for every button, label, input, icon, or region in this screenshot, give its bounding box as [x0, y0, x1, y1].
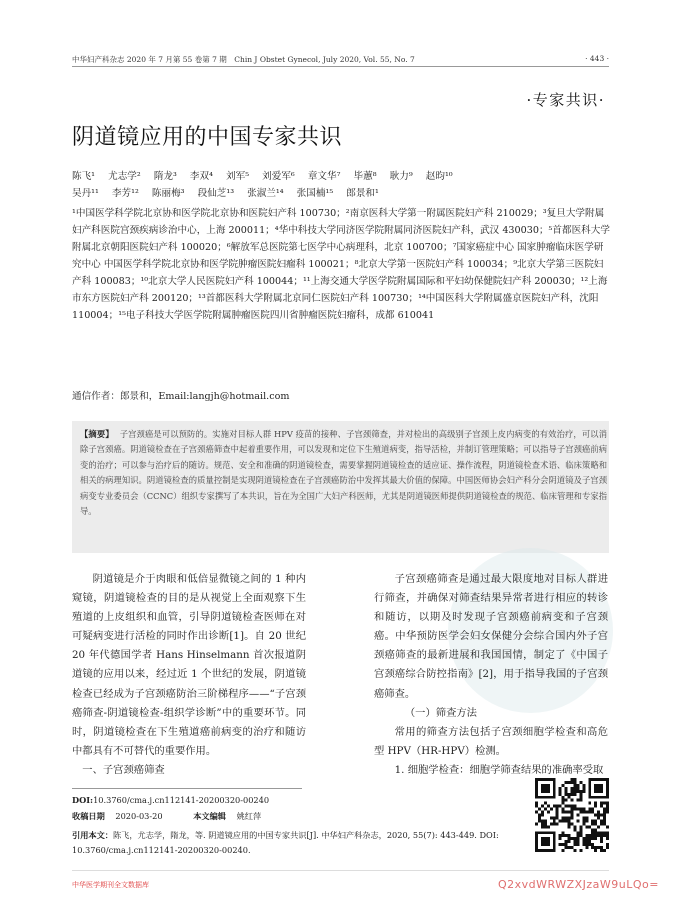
author: 耿力⁹ — [389, 171, 413, 182]
author-list — [72, 168, 612, 202]
meta-rule — [72, 788, 302, 789]
author: 毕蕙⁸ — [353, 171, 377, 182]
doi-label: DOI: — [72, 795, 94, 805]
qr-code[interactable] — [535, 778, 609, 852]
author: 刘军⁵ — [226, 171, 250, 182]
received-line — [72, 811, 261, 822]
article-title: 阴道镜应用的中国专家共识 — [72, 125, 343, 150]
author: 李双⁴ — [189, 171, 213, 182]
author: 段仙芝¹³ — [197, 188, 235, 199]
body-paragraph: 常用的筛查方法包括子宫颈细胞学检查和高危型 HPV（HR-HPV）检测。 — [374, 725, 608, 757]
doi-link[interactable]: 10.3760/cma.j.cn112141-20200320-00240 — [93, 795, 270, 805]
body-paragraph: 子宫颈癌筛查是通过最大限度地对目标人群进行筛查，并确保对筛查结果异常者进行相应的转诊和随访，以期及时发现子宫颈癌前病变和子宫颈癌。中华预防医学会妇女保健分会综合国内外子宫颈癌筛查的最新进展和我国国情，制定了《中国子宫颈癌综合防控指南》[2]，用于指导我国的子宫颈癌筛查。 — [374, 573, 608, 700]
author: 陈飞¹ — [72, 171, 96, 182]
affiliations: ¹中国医学科学院北京协和医学院北京协和医院妇产科 100730；²南京医科大学第一附属医院妇产科 210029；³复旦大学附属妇产科医院宫颈疾病诊治中心，上海 200011；⁴华中科技大学同济医学院附属同济医院妇产科，武汉 430030；⁵首都医科大学附属北京朝阳医院妇产科 100020；⁶解放军总医院第七医学中心病理科，北京 100700；⁷国家癌症中心 国家肿瘤临床医学研究中心 中国医学科学院北京协和医学院肿瘤医院妇瘤科 100021；⁸北京大学第一医院妇产科 100034；⁹北京大学第三医院妇产科 100083；¹⁰北京大学人民医院妇产科 100044；¹¹上海交通大学医学院附属国际和平妇幼保健院妇产科 200030；¹²上海市东方医院妇产科 200120；¹³首都医科大学附属北京同仁医院妇产科 100730；¹⁴中国医科大学附属盛京医院妇产科，沈阳 110004；¹⁵电子科技大学医学院附属肿瘤医院四川省肿瘤医院妇瘤科，成都 610041 — [72, 208, 610, 321]
section-label: ·专家共识· — [526, 91, 605, 109]
doi-line — [72, 795, 269, 805]
author: 隋龙³ — [153, 171, 177, 182]
author: 郎景和¹ — [346, 188, 379, 199]
body-column-left — [72, 570, 306, 780]
correspondence: 通信作者：郎景和，Email:langjh@hotmail.com — [72, 391, 290, 402]
page-number: · 443 · — [585, 54, 609, 63]
editor-name: 姚红萍 — [236, 811, 262, 821]
subsection-heading: （一）筛查方法 — [404, 706, 477, 719]
citation — [72, 828, 512, 858]
received-date: 2020-03-20 — [115, 811, 163, 821]
footer-rule — [72, 870, 609, 871]
author: 尤志学² — [108, 171, 141, 182]
body-column-right — [374, 570, 608, 780]
body-paragraph: 阴道镜是介于肉眼和低倍显微镜之间的 1 种内窥镜，阴道镜检查的目的是从视觉上全面观察下生殖道的上皮组织和血管，引导阴道镜检查医师在对可疑病变进行活检的同时作出诊断[1]。自 20 世纪 20 年代德国学者 Hans Hinselmann 首次报道阴道镜的应用以来，经过近 1 个世纪的发展，阴道镜检查已经成为子宫颈癌防治三阶梯程序——“子宫颈癌筛查-阴道镜检查-组织学诊断”中的重要环节。同时，阴道镜检查在下生殖道癌前病变的治疗和随访中都具有不可替代的重要作用。 — [72, 573, 306, 757]
received-label: 收稿日期 — [72, 811, 105, 821]
author: 李芳¹² — [111, 188, 139, 199]
body-paragraph: 1. 细胞学检查：细胞学筛查结果的准确率受取 — [394, 763, 604, 776]
footer-logo: 中华医学期刊全文数据库 — [72, 881, 149, 889]
author: 陈丽梅³ — [151, 188, 185, 199]
author: 刘爱军⁶ — [262, 171, 295, 182]
header-rule — [72, 66, 609, 67]
journal-header: 中华妇产科杂志 2020 年 7 月第 55 卷第 7 期 Chin J Obstet Gynecol, July 2020, Vol. 55, No. 7 — [72, 55, 415, 64]
author: 章文华⁷ — [307, 171, 341, 182]
section-heading: 一、子宫颈癌筛查 — [82, 763, 165, 776]
author: 吴丹¹¹ — [72, 188, 99, 199]
abstract-paragraph — [72, 427, 607, 519]
abstract-label: 【摘要】 — [80, 429, 114, 439]
author: 张国楠¹⁵ — [296, 188, 334, 199]
author: 赵昀¹⁰ — [425, 171, 453, 182]
cite-label: 引用本文： — [72, 830, 113, 840]
footer-watermark: Q2xvdWRWZXJzaW9uLQo= — [497, 878, 659, 891]
editor-label: 本文编辑 — [193, 811, 226, 821]
cite-text: 陈飞，尤志学，隋龙，等. 阴道镜应用的中国专家共识[J]. 中华妇产科杂志，2020, 55(7): 443-449. DOI: 10.3760/cma.j.cn112141-20200320-00240. — [72, 830, 499, 855]
abstract-text: 子宫颈癌是可以预防的。实施对目标人群 HPV 疫苗的接种、子宫颈筛查，并对检出的高级别子宫颈上皮内病变的有效治疗，可以消除子宫颈癌。阴道镜检查在子宫颈癌筛查中起着重要作用，可以发现和定位下生殖道病变，指导活检，并制订管理策略；可以指导子宫颈癌前病变的治疗；可以参与治疗后的随访。规范、安全和准确的阴道镜检查，需要掌握阴道镜检查的适应证、操作流程，阴道镜检查术语、临床策略和相关的病理知识。阴道镜检查的质量控制是实现阴道镜检查在子宫颈癌防治中发挥其最大价值的保障。中国医师协会妇产科分会阴道镜及子宫颈病变专业委员会（CCNC）组织专家撰写了本共识，旨在为全国广大妇产科医师，尤其是阴道镜医师提供阴道镜检查的规范、临床管理和专家指导。 — [80, 429, 607, 517]
abstract-box — [72, 421, 609, 553]
author: 张淑兰¹⁴ — [247, 188, 284, 199]
